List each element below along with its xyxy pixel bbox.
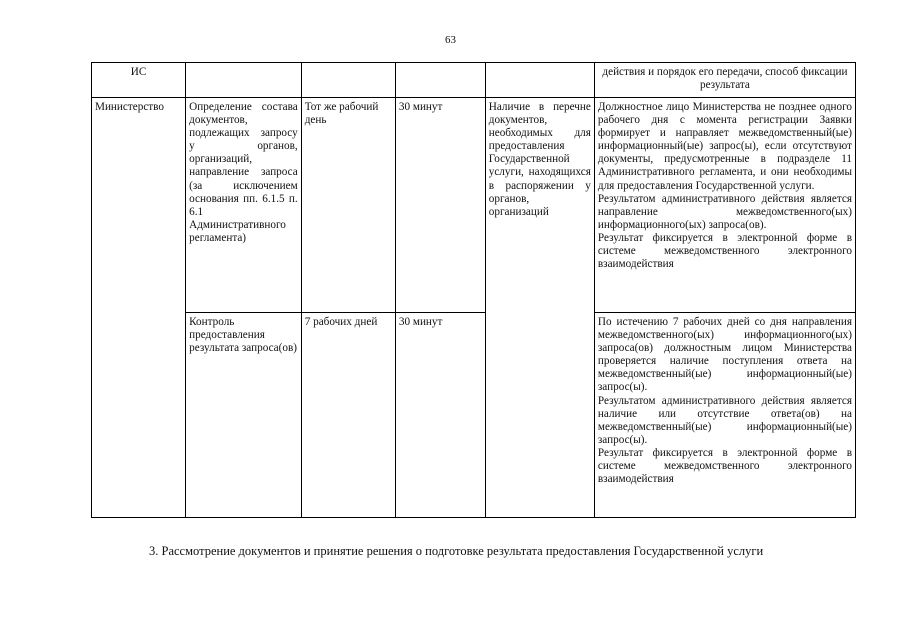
deadline-cell: Тот же рабочий день	[301, 98, 395, 313]
result-paragraph: По истечению 7 рабочих дней со дня направления межведомственного(ых) информационного(ых) запроса(ов) должностным лицом Министерства проверяется наличие поступления ответа на межведомственный(ые) информационный(ые) запрос(ы).	[597, 316, 852, 394]
result-cell	[594, 98, 855, 313]
result-paragraph: Результат фиксируется в электронной форме в системе межведомственного электронного взаимодействия	[597, 446, 852, 486]
result-paragraph: Результатом административного действия является наличие или отсутствие ответа(ов) на межведомственный(ые) информационный(ые) запрос(ы).	[597, 394, 852, 446]
result-paragraph: Должностное лицо Министерства не позднее одного рабочего дня с момента регистрации Заявки формирует и направляет межведомственный(ые) информационный(ые) запрос(ы), если отсутствуют документы, предусмотренные в подразделе 11 Административного регламента, и они необходимы для предоставления Государственной услуги.	[597, 101, 852, 192]
action-cell: Контроль предоставления результата запроса(ов)	[186, 313, 302, 518]
action-cell: Определение состава документов, подлежащих запросу у органов, организаций, направление запроса (за исключением основания пп. 6.1.5 п. 6.1 Административного регламента)	[186, 98, 302, 313]
duration-cell: 30 минут	[395, 98, 485, 313]
deadline-cell: 7 рабочих дней	[301, 313, 395, 518]
performer-cell: Министерство	[92, 98, 186, 518]
header-cell-3	[301, 63, 395, 98]
header-cell-4	[395, 63, 485, 98]
header-cell-result: действия и порядок его передачи, способ фиксации результата	[594, 63, 855, 98]
page-number: 63	[445, 34, 456, 46]
duration-cell: 30 минут	[395, 313, 485, 518]
header-cell-2	[186, 63, 302, 98]
table-row	[92, 98, 856, 313]
header-cell-system: ИС	[92, 63, 186, 98]
procedure-table	[91, 62, 856, 518]
header-cell-5	[485, 63, 594, 98]
table-header-row	[92, 63, 856, 98]
result-paragraph: Результатом административного действия является направление межведомственного(ых) информационного(ых) запроса(ов).	[597, 192, 852, 231]
criteria-cell: Наличие в перечне документов, необходимых для предоставления Государственной услуги, находящихся в распоряжении у органов, организаций	[485, 98, 594, 518]
result-cell	[594, 313, 855, 518]
table-row	[92, 313, 856, 518]
section-heading: 3. Рассмотрение документов и принятие решения о подготовке результата предоставления Государственной услуги	[149, 544, 764, 558]
result-paragraph: Результат фиксируется в электронной форме в системе межведомственного электронного взаимодействия	[597, 231, 852, 271]
